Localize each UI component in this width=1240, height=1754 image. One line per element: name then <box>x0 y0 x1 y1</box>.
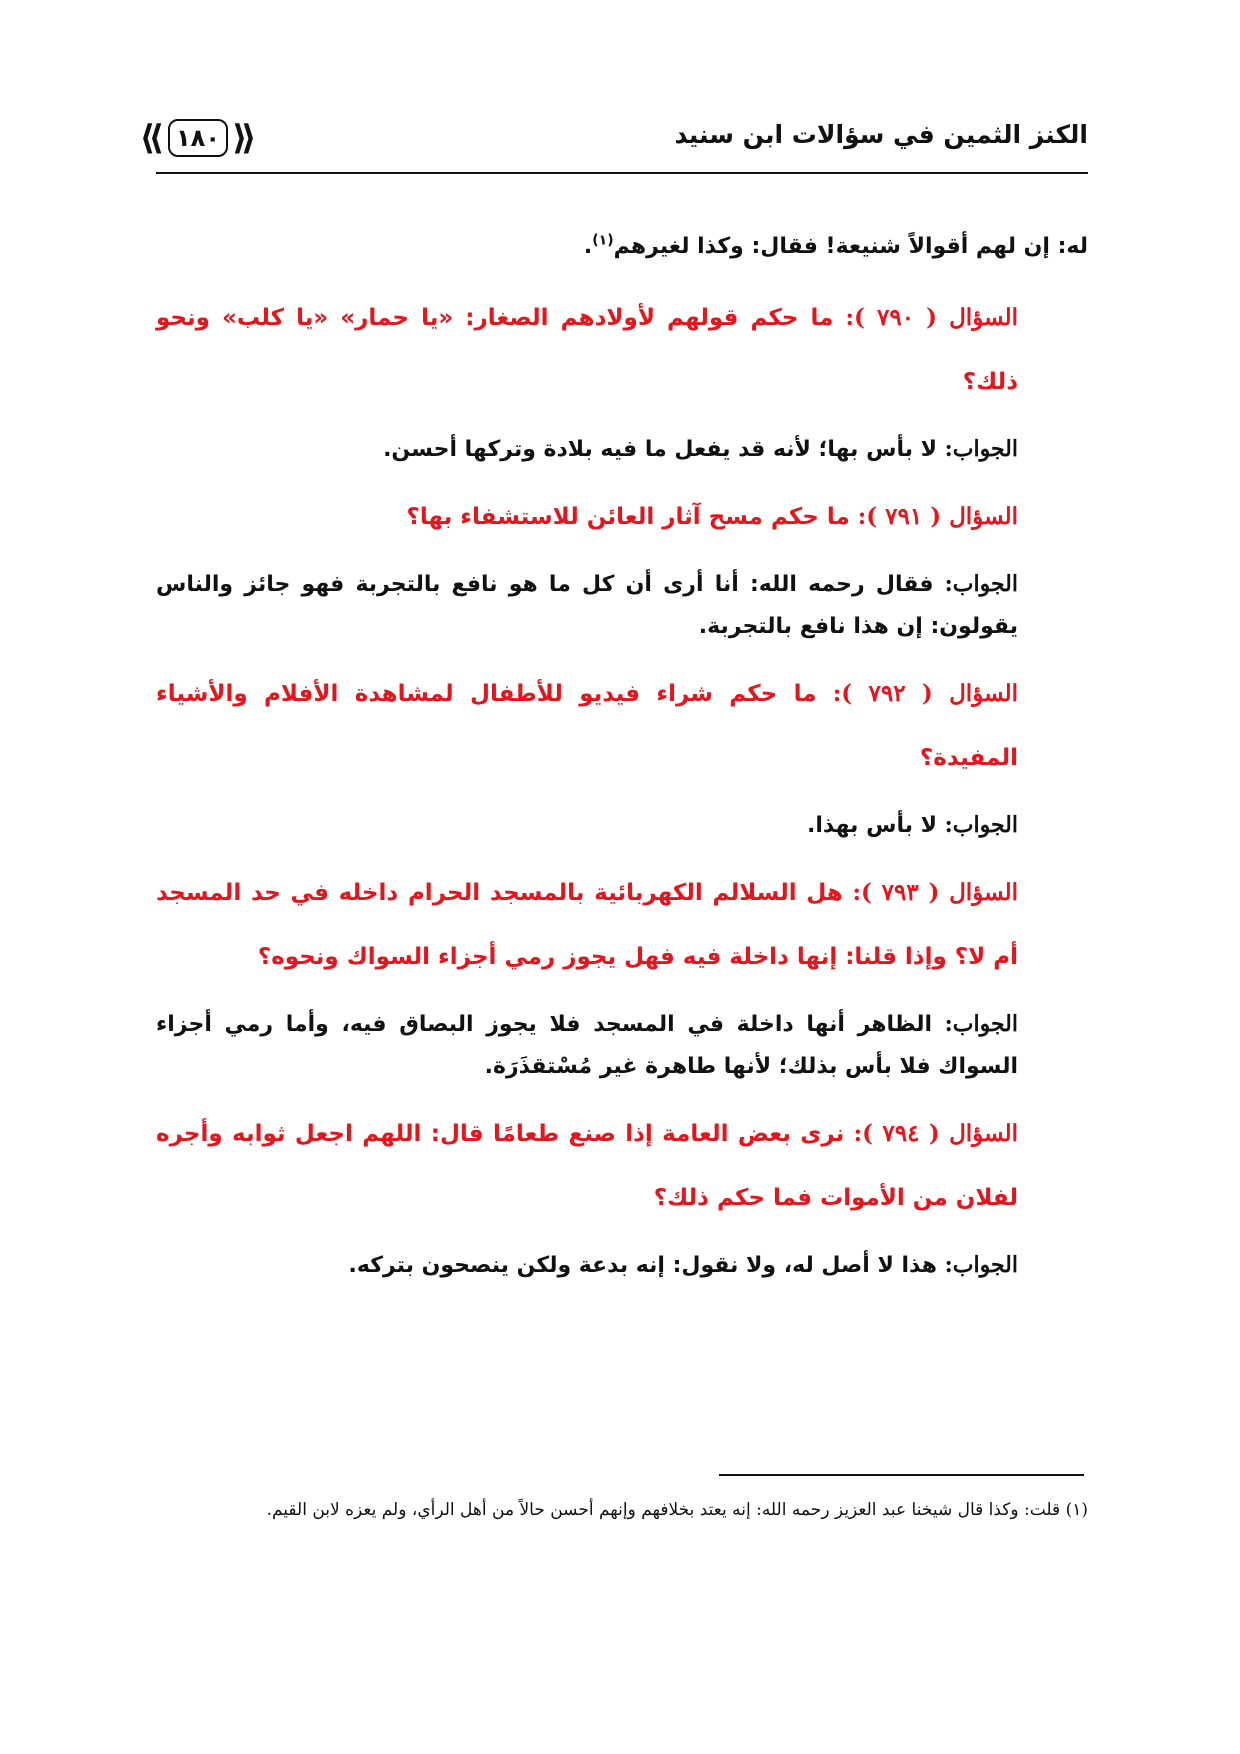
intro-end: . <box>583 234 593 259</box>
question-text: ما حكم مسح آثار العائن للاستشفاء بها؟ <box>406 504 858 530</box>
intro-paragraph <box>156 226 1088 268</box>
question-label: السؤال ( ٧٩٤ ): <box>853 1120 1018 1147</box>
footnote-divider <box>719 1474 1084 1476</box>
question-text: هل السلالم الكهربائية بالمسجد الحرام داخله في حد المسجد أم لا؟ وإذا قلنا: إنها داخلة فيه فهل يجوز رمي أجزاء السواك ونحوه؟ <box>156 880 1018 970</box>
page-number: ١٨٠ <box>168 119 228 157</box>
answer-label: الجواب: <box>944 436 1018 462</box>
question-793 <box>156 861 1088 989</box>
question-label: السؤال ( ٧٩٠ ): <box>845 304 1018 331</box>
page-number-frame <box>139 112 257 164</box>
answer-label: الجواب: <box>944 812 1018 838</box>
answer-793 <box>156 1003 1088 1088</box>
answer-text: لا بأس بهذا. <box>807 813 945 838</box>
frame-right-ornament: ⟫ <box>231 118 257 158</box>
answer-text: لا بأس بها؛ لأنه قد يفعل ما فيه بلادة وتركها أحسن. <box>383 437 945 462</box>
question-791 <box>156 485 1088 549</box>
book-title: الكنز الثمين في سؤالات ابن سنيد <box>674 120 1088 149</box>
frame-left-ornament: ⟪ <box>139 118 165 158</box>
question-label: السؤال ( ٧٩١ ): <box>857 503 1018 530</box>
answer-790 <box>156 428 1088 471</box>
answer-text: هذا لا أصل له، ولا نقول: إنه بدعة ولكن ينصحون بتركه. <box>348 1253 945 1278</box>
question-text: نرى بعض العامة إذا صنع طعامًا قال: اللهم اجعل ثوابه وأجره لفلان من الأموات فما حكم ذلك؟ <box>156 1121 1018 1211</box>
question-792 <box>156 662 1088 790</box>
footnote-reference[interactable]: (١) <box>592 232 614 249</box>
answer-791 <box>156 563 1088 648</box>
answer-792 <box>156 804 1088 847</box>
page-header <box>139 112 1088 172</box>
answer-label: الجواب: <box>944 1011 1018 1037</box>
answer-text: فقال رحمه الله: أنا أرى أن كل ما هو نافع بالتجربة فهو جائز والناس يقولون: إن هذا نافع بالتجربة. <box>156 572 1018 639</box>
answer-794 <box>156 1244 1088 1287</box>
question-790 <box>156 286 1088 414</box>
footnote: (١) قلت: وكذا قال شيخنا عبد العزيز رحمه الله: إنه يعتد بخلافهم وإنهم أحسن حالاً من أهل الرأي، ولم يعزه لابن القيم. <box>266 1500 1088 1520</box>
intro-text: له: إن لهم أقوالاً شنيعة! فقال: وكذا لغيرهم <box>613 234 1088 259</box>
question-label: السؤال ( ٧٩٣ ): <box>852 879 1018 906</box>
question-text: ما حكم قولهم لأولادهم الصغار: «يا حمار» «يا كلب» ونحو ذلك؟ <box>156 305 1018 395</box>
answer-label: الجواب: <box>944 1252 1018 1278</box>
answer-label: الجواب: <box>944 571 1018 597</box>
page-body <box>156 226 1088 1301</box>
answer-text: الظاهر أنها داخلة في المسجد فلا يجوز البصاق فيه، وأما رمي أجزاء السواك فلا بأس بذلك؛ لأنها طاهرة غير مُسْتقذَرَة. <box>156 1012 1018 1079</box>
question-794 <box>156 1102 1088 1230</box>
question-text: ما حكم شراء فيديو للأطفال لمشاهدة الأفلام والأشياء المفيدة؟ <box>156 681 1018 771</box>
header-divider <box>156 172 1088 174</box>
question-label: السؤال ( ٧٩٢ ): <box>832 680 1018 707</box>
